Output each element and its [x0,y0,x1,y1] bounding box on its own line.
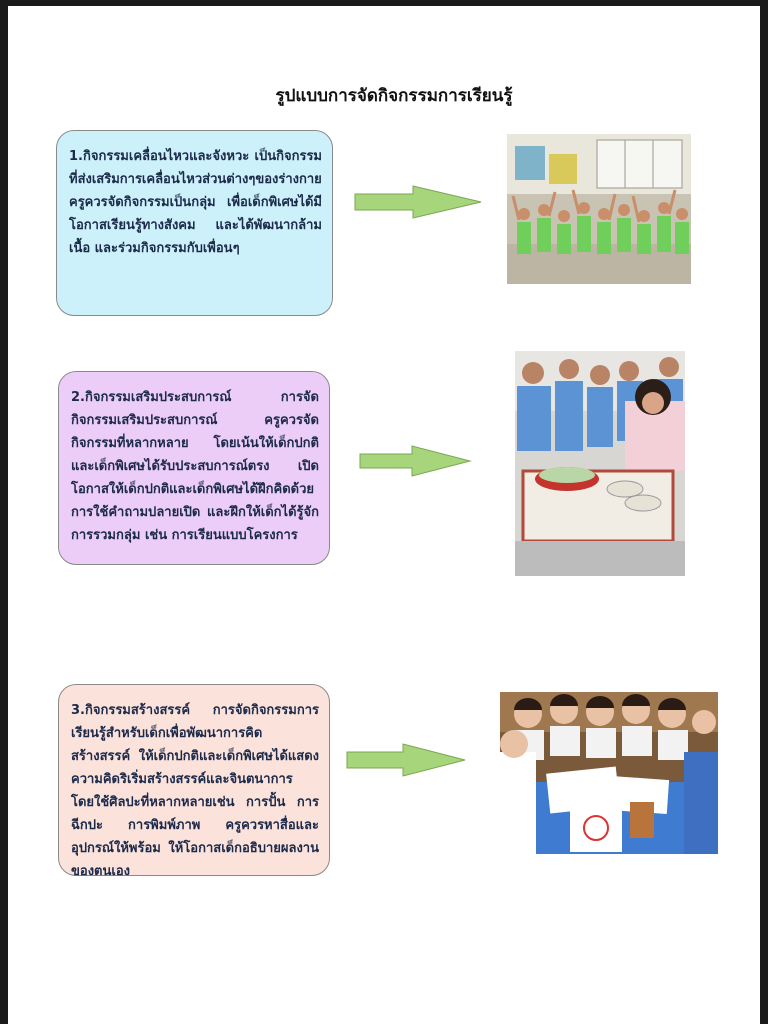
photo-children-art [500,692,718,854]
page-title: รูปแบบการจัดกิจกรรมการเรียนรู้ [275,86,513,106]
arrow-right-icon [358,444,474,478]
arrow-right-icon [345,742,469,778]
activity-box-movement: 1.กิจกรรมเคลื่อนไหวและจังหวะ เป็นกิจกรรมที่ส่งเสริมการเคลื่อนไหวส่วนต่างๆของร่างกาย ครูควรจัดกิจกรรมเป็นกลุ่ม เพื่อเด็กพิเศษได้มีโอกาสเรียนรู้ทางสังคม และได้พัฒนากล้ามเนื้อ และร่วมกิจกรรมกับเพื่อนๆ [56,130,333,316]
photo-children-movement [507,134,691,284]
activity-box-experience: 2.กิจกรรมเสริมประสบการณ์ การจัดกิจกรรมเสริมประสบการณ์ ครูควรจัดกิจกรรมที่หลากหลาย โดยเน้นให้เด็กปกติและเด็กพิเศษได้รับประสบการณ์ตรง เปิดโอกาสให้เด็กปกติและเด็กพิเศษได้ฝึกคิดด้วยการใช้คำถามปลายเปิด และฝึกให้เด็กได้รู้จักการรวมกลุ่ม เช่น การเรียนแบบโครงการ [58,371,330,565]
document-page [8,6,760,1024]
activity-box-creative: 3.กิจกรรมสร้างสรรค์ การจัดกิจกรรมการเรียนรู้สำหรับเด็กเพื่อพัฒนาการคิดสร้างสรรค์ ให้เด็กปกติและเด็กพิเศษได้แสดงความคิดริเริ่มสร้างสรรค์และจินตนาการ โดยใช้ศิลปะที่หลากหลายเช่น การปั้น การฉีกปะ การพิมพ์ภาพ ครูควรหาสื่อและอุปกรณ์ให้พร้อม ให้โอกาสเด็กอธิบายผลงานของตนเอง [58,684,330,876]
photo-children-cooking [515,351,685,576]
arrow-right-icon [353,184,485,220]
